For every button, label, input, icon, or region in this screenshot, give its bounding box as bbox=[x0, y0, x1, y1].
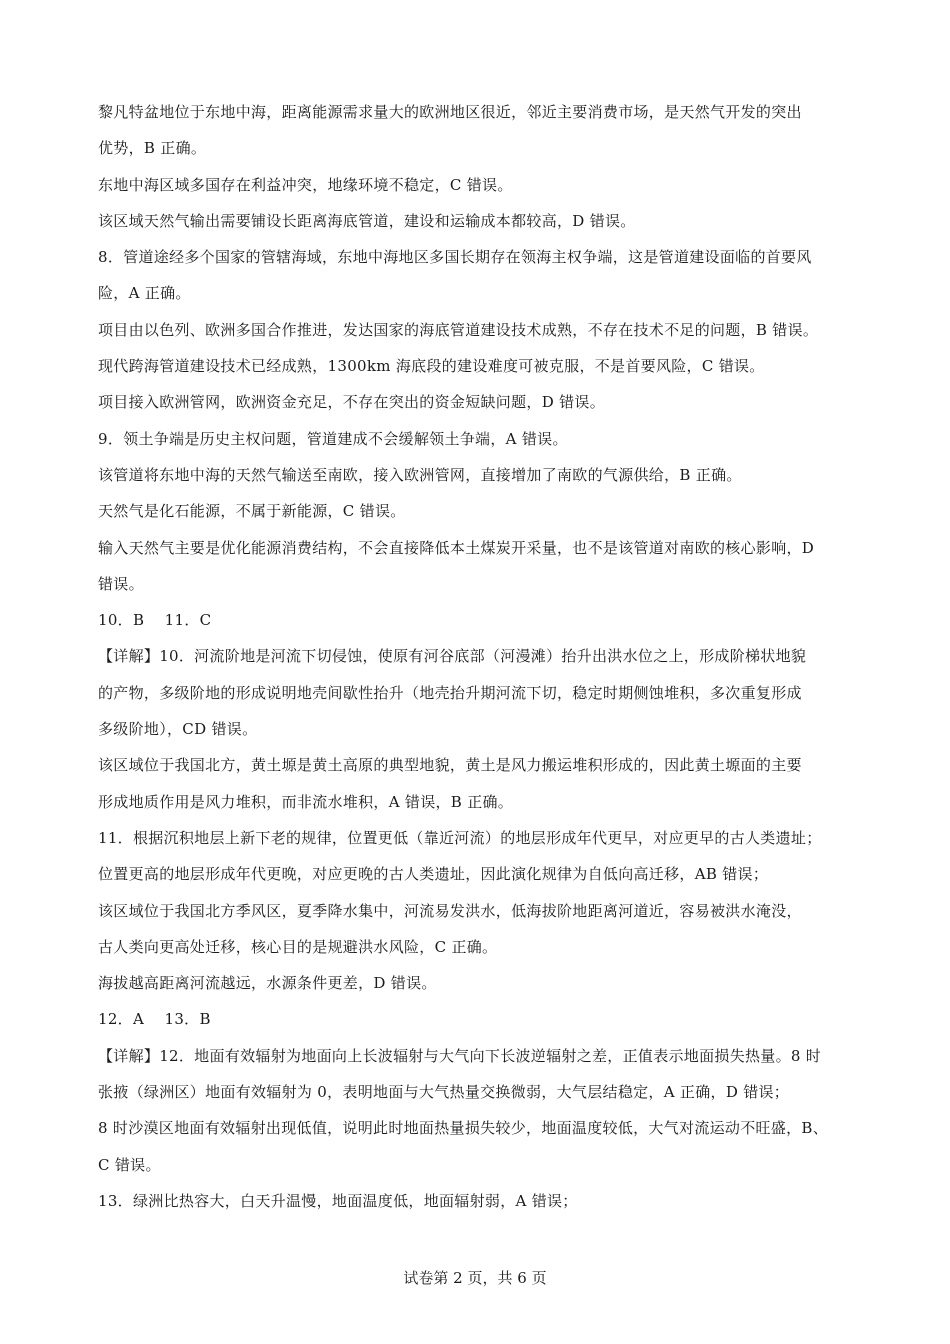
page-body bbox=[98, 94, 868, 1219]
text-line: 海拔越高距离河流越远，水源条件更差，D 错误。 bbox=[98, 974, 437, 993]
text-line: 13．绿洲比热容大，白天升温慢，地面温度低，地面辐射弱，A 错误； bbox=[98, 1191, 578, 1210]
page-footer: 试卷第 2 页，共 6 页 bbox=[403, 1269, 547, 1287]
text-line: 该区域天然气输出需要铺设长距离海底管道，建设和运输成本都较高，D 错误。 bbox=[98, 211, 636, 230]
text-line: 该区域位于我国北方，黄土塬是黄土高原的典型地貌，黄土是风力搬运堆积形成的，因此黄土塬面的主要 bbox=[98, 756, 802, 775]
text-line: 该管道将东地中海的天然气输送至南欧，接入欧洲管网，直接增加了南欧的气源供给，B 正确。 bbox=[98, 465, 742, 484]
text-line: 【详解】12．地面有效辐射为地面向上长波辐射与大气向下长波逆辐射之差，正值表示地面损失热量。8 时 bbox=[98, 1046, 822, 1065]
text-line: 天然气是化石能源，不属于新能源，C 错误。 bbox=[98, 502, 406, 521]
text-line: 优势，B 正确。 bbox=[98, 139, 207, 158]
text-line: 多级阶地），CD 错误。 bbox=[98, 720, 258, 739]
text-line: 现代跨海管道建设技术已经成熟，1300km 海底段的建设难度可被克服，不是首要风险，C 错误。 bbox=[98, 357, 765, 376]
text-line: 古人类向更高处迁移，核心目的是规避洪水风险，C 正确。 bbox=[98, 937, 498, 956]
text-line: 项目接入欧洲管网，欧洲资金充足，不存在突出的资金短缺问题，D 错误。 bbox=[98, 393, 605, 412]
text-line: 错误。 bbox=[98, 574, 144, 593]
text-line: 东地中海区域多国存在利益冲突，地缘环境不稳定，C 错误。 bbox=[98, 175, 513, 194]
text-line: 9．领土争端是历史主权问题，管道建成不会缓解领土争端，A 错误。 bbox=[98, 429, 568, 448]
text-line: 8 时沙漠区地面有效辐射出现低值，说明此时地面热量损失较少，地面温度较低，大气对流运动不旺盛，B、 bbox=[98, 1119, 829, 1138]
text-line: 张掖（绿洲区）地面有效辐射为 0，表明地面与大气热量交换微弱，大气层结稳定，A 正确，D 错误； bbox=[98, 1083, 790, 1102]
text-line: 8．管道途经多个国家的管辖海域，东地中海地区多国长期存在领海主权争端，这是管道建设面临的首要风 bbox=[98, 248, 812, 267]
text-line: 该区域位于我国北方季风区，夏季降水集中，河流易发洪水，低海拔阶地距离河道近，容易被洪水淹没， bbox=[98, 901, 802, 920]
text-line: 输入天然气主要是优化能源消费结构，不会直接降低本土煤炭开采量，也不是该管道对南欧的核心影响，D bbox=[98, 538, 815, 557]
text-line: 【详解】10．河流阶地是河流下切侵蚀，使原有河谷底部（河漫滩）抬升出洪水位之上，形成阶梯状地貌 bbox=[98, 647, 807, 666]
text-line: 12．A 13．B bbox=[98, 1010, 211, 1029]
text-line: 黎凡特盆地位于东地中海，距离能源需求量大的欧洲地区很近，邻近主要消费市场，是天然气开发的突出 bbox=[98, 103, 802, 121]
text-line: 位置更高的地层形成年代更晚，对应更晚的古人类遗址，因此演化规律为自低向高迁移，AB 错误； bbox=[98, 865, 769, 884]
text-line: 险，A 正确。 bbox=[98, 284, 191, 303]
text-line: 的产物，多级阶地的形成说明地壳间歇性抬升（地壳抬升期河流下切，稳定时期侧蚀堆积，多次重复形成 bbox=[98, 683, 802, 702]
text-line: 11．根据沉积地层上新下老的规律，位置更低（靠近河流）的地层形成年代更早，对应更早的古人类遗址； bbox=[98, 828, 822, 847]
text-line: 项目由以色列、欧洲多国合作推进，发达国家的海底管道建设技术成熟，不存在技术不足的问题，B 错误。 bbox=[98, 320, 819, 339]
text-line: 10．B 11．C bbox=[98, 611, 212, 630]
text-line: 形成地质作用是风力堆积，而非流水堆积，A 错误，B 正确。 bbox=[98, 792, 514, 811]
text-line: C 错误。 bbox=[98, 1155, 161, 1174]
